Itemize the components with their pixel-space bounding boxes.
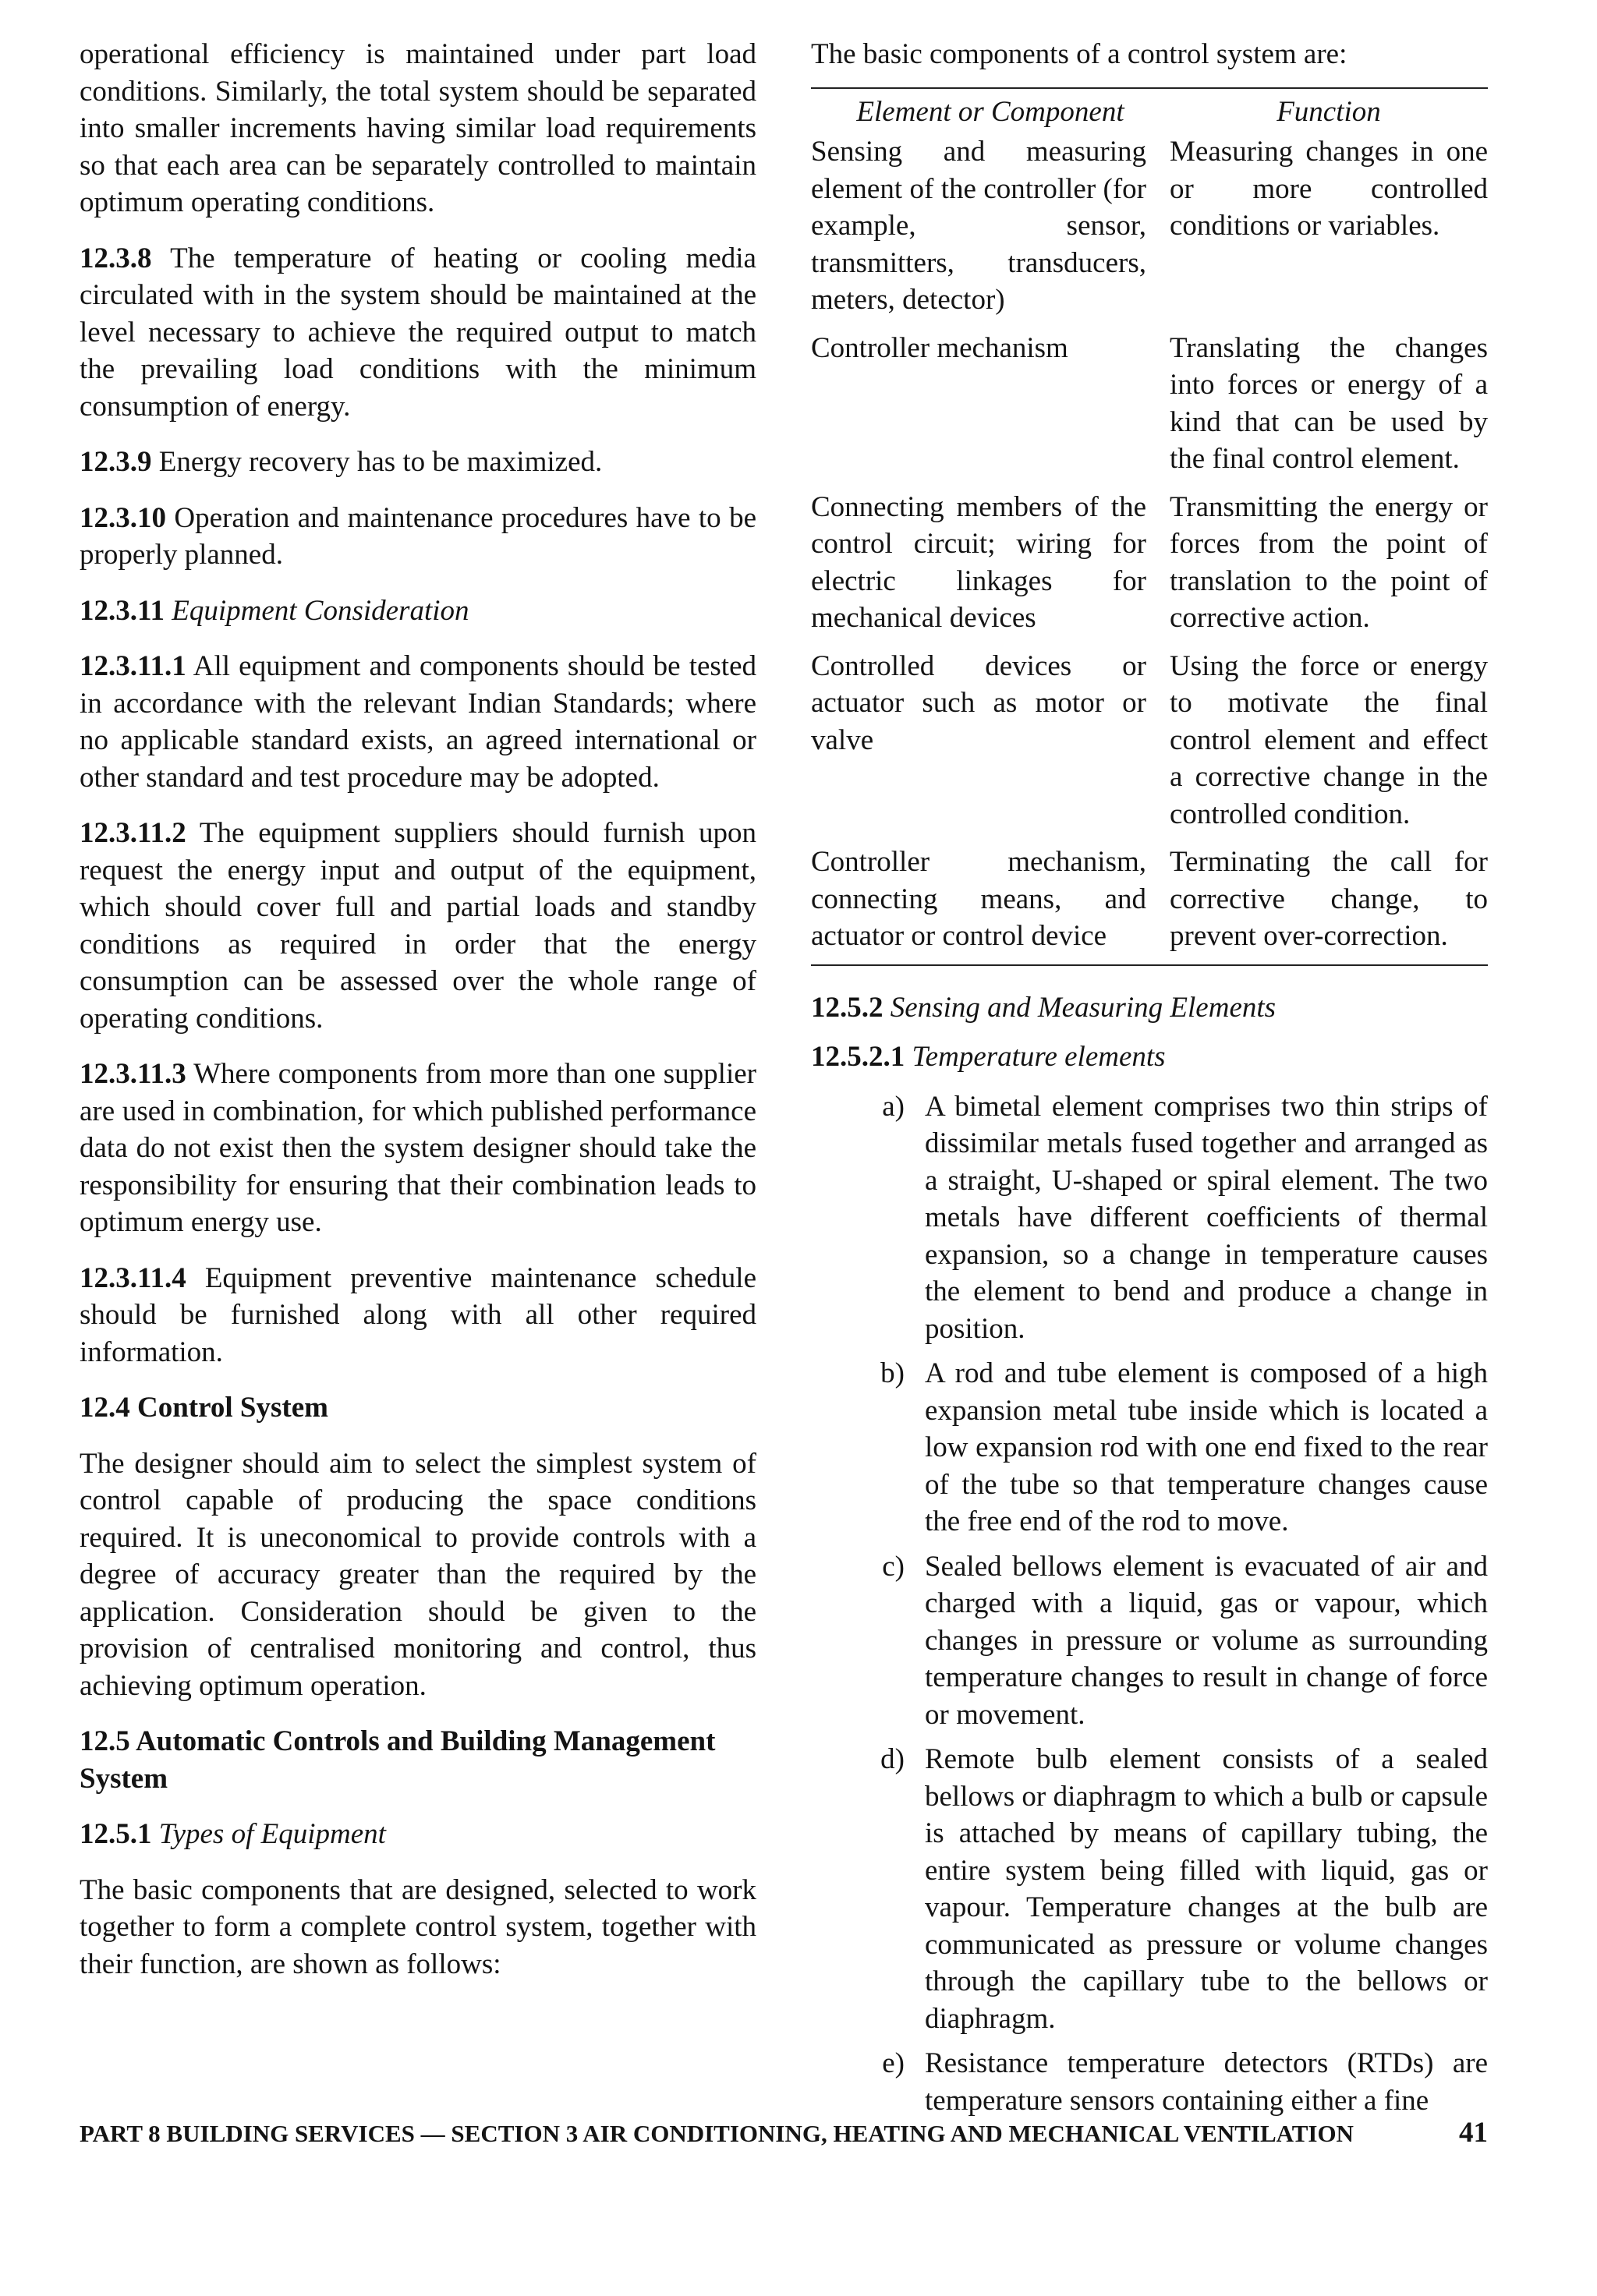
clause-12-3-11-4 (80, 1260, 756, 1371)
table-cell-element: Controlled devices or actuator such as motor or valve (811, 649, 1146, 756)
table-row (811, 844, 1488, 965)
table-cell-function: Translating the changes into forces or energy of a kind that can be used by the final control element. (1170, 331, 1488, 475)
clause-12-5-1-text: The basic components that are designed, selected to work together to form a complete control system, together with their function, are shown as follows: (80, 1873, 756, 1980)
list-item-label: e) (882, 2047, 905, 2079)
list-item-label: b) (880, 1357, 905, 1389)
clause-title: Equipment Consideration (172, 594, 469, 627)
clause-number: 12.3.11.4 (80, 1261, 186, 1294)
clause-number: 12.5.2.1 (811, 1041, 905, 1073)
list-item-text: Resistance temperature detectors (RTDs) are temperature sensors containing either a fine (925, 2047, 1488, 2117)
components-table (811, 87, 1488, 966)
list-item-text: A rod and tube element is composed of a high expansion metal tube inside which is located a low expansion rod with one end fixed to the rear of the tube so that temperature changes cause the free end of the rod to move. (925, 1357, 1488, 1537)
clause-text: Operation and maintenance procedures have to be properly planned. (80, 501, 756, 571)
table-cell-element: Controller mechanism, connecting means, and actuator or control device (811, 846, 1146, 952)
table-row (811, 330, 1488, 489)
list-item (811, 1088, 1488, 1348)
clause-number: 12.5.1 (80, 1818, 152, 1850)
left-column (80, 36, 756, 1983)
list-item (811, 1355, 1488, 1541)
list-item (811, 1741, 1488, 2037)
section-heading-12-4: 12.4 Control System (80, 1392, 328, 1424)
intro-paragraph: operational efficiency is maintained under part load conditions. Similarly, the total system should be separated into smaller increments having similar load requirements so that each area can be separately controlled to maintain optimum operating conditions. (80, 38, 756, 218)
list-item-label: d) (880, 1743, 905, 1775)
clause-12-5-2-heading (811, 989, 1488, 1027)
clause-title: Temperature elements (912, 1041, 1166, 1073)
right-column (811, 36, 1488, 2127)
clause-text: All equipment and components should be tested in accordance with the relevant Indian Standards; where no applicable standard exists, an agreed international or other standard and test procedure may be adopted. (80, 650, 756, 794)
clause-text: Equipment preventive maintenance schedule should be furnished along with all other required information. (80, 1261, 756, 1368)
list-item (811, 1548, 1488, 1734)
clause-title: Sensing and Measuring Elements (890, 991, 1277, 1024)
clause-12-3-10 (80, 500, 756, 574)
clause-text: The equipment suppliers should furnish upon request the energy input and output of the equipment, which should cover full and partial loads and standby conditions as required in order that the energy consumption can be assessed over the whole range of operating conditions. (80, 817, 756, 1035)
clause-number: 12.3.10 (80, 501, 166, 534)
section-12-4-text: The designer should aim to select the simplest system of control capable of producing the space conditions required. It is uneconomical to provide controls with a degree of accuracy greater than the required by the application. Consideration should be given to the provision of centralised monitoring and control, thus achieving optimum operation. (80, 1447, 756, 1702)
table-row (811, 133, 1488, 330)
list-item-text: A bimetal element comprises two thin strips of dissimilar metals fused together and arranged as a straight, U-shaped or spiral element. The two metals have different coefficients of thermal expansion, so a change in temperature causes the element to bend and produce a change in position. (925, 1090, 1488, 1345)
clause-12-3-9 (80, 444, 756, 481)
table-cell-function: Terminating the call for corrective change, to prevent over-correction. (1170, 846, 1488, 952)
table-row (811, 648, 1488, 844)
clause-text: Energy recovery has to be maximized. (158, 446, 603, 478)
clause-text: The temperature of heating or cooling media circulated with in the system should be maintained at the level necessary to achieve the required output to match the prevailing load conditions with the minimum consumption of energy. (80, 242, 756, 423)
table-intro: The basic components of a control system are: (811, 38, 1347, 70)
clause-12-5-1-heading (80, 1816, 756, 1853)
page-footer (80, 2114, 1488, 2153)
clause-number: 12.3.9 (80, 446, 152, 478)
clause-number: 12.5.2 (811, 991, 883, 1024)
clause-number: 12.3.11.3 (80, 1058, 186, 1090)
clause-12-3-11-3 (80, 1056, 756, 1241)
table-header-row (811, 88, 1488, 134)
clause-number: 12.3.11.1 (80, 650, 186, 682)
clause-12-3-11-heading (80, 593, 756, 630)
table-cell-function: Measuring changes in one or more controlled conditions or variables. (1170, 136, 1488, 242)
clause-12-3-11-2 (80, 815, 756, 1037)
clause-12-3-8 (80, 240, 756, 426)
list-item-label: c) (882, 1550, 905, 1583)
clause-number: 12.3.11.2 (80, 817, 186, 849)
list-item-text: Sealed bellows element is evacuated of air and charged with a liquid, gas or vapour, which changes in pressure or volume as surrounding temperature changes to result in change of force or movement. (925, 1550, 1488, 1731)
table-cell-element: Controller mechanism (811, 331, 1068, 364)
column-header-function: Function (1277, 95, 1381, 128)
clause-12-5-2-1-heading (811, 1038, 1488, 1076)
clause-number: 12.3.11 (80, 594, 165, 627)
clause-number: 12.3.8 (80, 242, 152, 274)
list-item-label: a) (882, 1090, 905, 1123)
list-item (811, 2045, 1488, 2119)
table-cell-function: Transmitting the energy or forces from the point of translation to the point of corrective action. (1170, 490, 1488, 634)
clause-title: Types of Equipment (158, 1818, 386, 1850)
temperature-elements-list (811, 1088, 1488, 2120)
table-cell-element: Sensing and measuring element of the controller (for example, sensor, transmitters, transducers, meters, detector) (811, 136, 1146, 316)
list-item-text: Remote bulb element consists of a sealed bellows or diaphragm to which a bulb or capsule is attached by means of capillary tubing, the entire system being filled with liquid, gas or vapour. Temperature changes at the bulb are communicated as pressure or volume changes through the capillary tube to the bellows or diaphragm. (925, 1743, 1488, 2035)
clause-12-3-11-1 (80, 648, 756, 796)
table-cell-element: Connecting members of the control circuit; wiring for electric linkages for mechanical devices (811, 490, 1146, 634)
section-heading-12-5: 12.5 Automatic Controls and Building Management System (80, 1725, 716, 1795)
page-number: 41 (1459, 2117, 1488, 2149)
running-title: PART 8 BUILDING SERVICES — SECTION 3 AIR CONDITIONING, HEATING AND MECHANICAL VENTILATION (80, 2120, 1354, 2147)
table-row (811, 489, 1488, 648)
table-cell-function: Using the force or energy to motivate the final control element and effect a corrective change in the controlled condition. (1170, 649, 1488, 830)
column-header-element: Element or Component (856, 95, 1124, 128)
clause-text: Where components from more than one supplier are used in combination, for which published performance data do not exist then the system designer should take the responsibility for ensuring that their combination leads to optimum energy use. (80, 1058, 756, 1238)
